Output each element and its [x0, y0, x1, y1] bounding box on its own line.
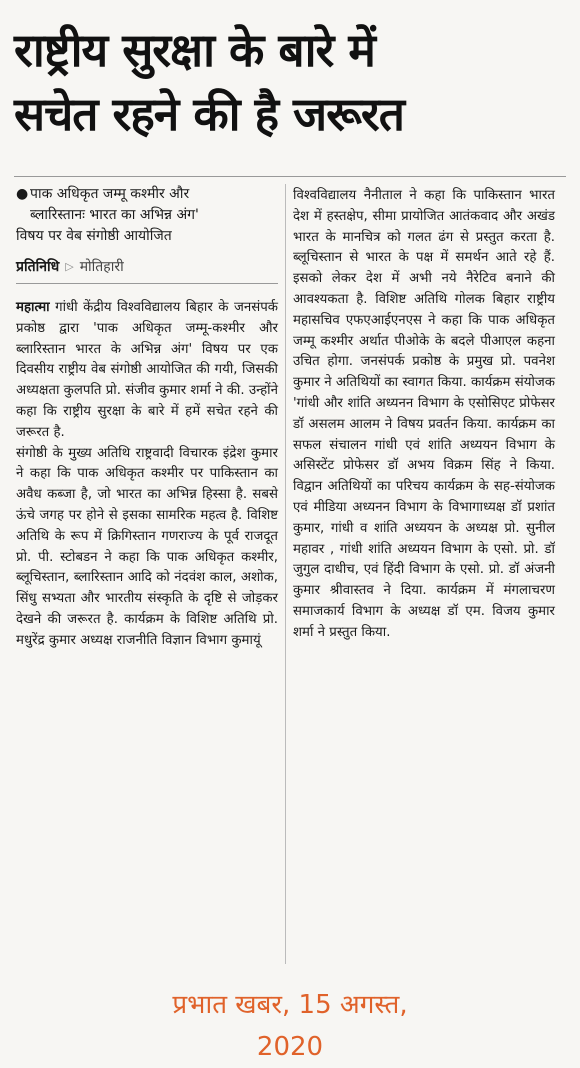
- headline: [14, 18, 566, 146]
- lead-word: महात्मा: [16, 300, 50, 315]
- paragraph-1-text: गांधी केंद्रीय विश्वविद्यालय बिहार के जनसंपर्क प्रकोष्ठ द्वारा 'पाक अधिकृत जम्मू-कश्मीर और ब्लारिस्तान भारत के अभिन्न अंग' विषय पर एक दिवसीय राष्ट्रीय वेब संगोष्ठी आयोजित की गयी, जिसकी अध्यक्षता कुलपति प्रो. संजीव कुमार शर्मा ने की. उन्होंने कहा कि राष्ट्रीय सुरक्षा के बारे में हमें सचेत रहने की जरूरत है.: [16, 300, 278, 440]
- source-caption-line-2: 2020: [256, 1032, 324, 1062]
- byline-name: प्रतिनिधि: [16, 259, 60, 275]
- byline-rule: [16, 283, 278, 284]
- bullet-icon: ●: [16, 186, 29, 202]
- paragraph-3: विश्वविद्यालय नैनीताल ने कहा कि पाकिस्तान भारत देश में हस्तक्षेप, सीमा प्रायोजित आतंकवाद और अखंड भारत के मानचित्र को गलत ढंग से प्रस्तुत करता है. ब्लूचिस्तान से भारत के पक्ष में समर्थन आते रहे हैं. इसको लेकर देश में अभी नये नैरेटिव बनाने की आवश्यकता है. विशिष्ट अतिथि गोलक बिहार राष्ट्रीय महासचिव एफएआईएनएस ने कहा कि पाक अधिकृत जम्मू कश्मीर अर्थात पीओके के बदले पीआएल कहना उचित होगा. जनसंपर्क प्रकोष्ठ के प्रमुख प्रो. पवनेश कुमार ने अतिथियों का स्वागत किया. कार्यक्रम संयोजक 'गांधी और शांति अध्यनन विभाग के एसोसिएट प्रोफेसर डॉ असलम आलम ने विषय प्रवर्तन किया. कार्यक्रम का सफल संचालन गांधी एवं शांति अध्ययन विभाग के असिस्टेंट प्रोफेसर डॉ अभय विक्रम सिंह ने किया. विद्वान अतिथियों का परिचय कार्यक्रम के सह-संयोजक एवं मीडिया अध्यनन विभाग के विभागाध्यक्ष डॉ प्रशांत कुमार, गांधी व शांति अध्ययन के अध्यक्ष प्रो. सुनील महावर , गांधी शांति अध्ययन विभाग के एसो. प्रो. डॉ जुगुल दाधीच, एवं हिंदी विभाग के एसो. प्रो. डॉ अंजनी कुमार श्रीवास्तव ने दिया. कार्यक्रम में मंगलाचरण समाजकार्य विभाग के अध्यक्ष डॉ एम. विजय कुमार शर्मा ने प्रस्तुत किया.: [293, 188, 555, 640]
- deck-line-2: ब्लारिस्तानः भारत का अभिन्न अंग': [30, 207, 199, 223]
- triangle-right-icon: ▷: [65, 260, 74, 273]
- article-body-right: [293, 186, 555, 644]
- deck-line-1: पाक अधिकृत जम्मू कश्मीर और: [30, 186, 190, 202]
- headline-line-2: सचेत रहने की है जरूरत: [14, 87, 404, 141]
- deck: [16, 184, 278, 247]
- source-caption-line-1: प्रभात खबर, 15 अगस्त,: [172, 990, 408, 1020]
- column-divider: [285, 184, 286, 964]
- left-column: [16, 184, 278, 652]
- article-body-left: [16, 298, 278, 652]
- paragraph-2: संगोष्ठी के मुख्य अतिथि राष्ट्रवादी विचारक इंद्रेश कुमार ने कहा कि पाक अधिकृत कश्मीर पर पाकिस्तान का अवैध कब्जा है, जो भारत का अभिन्न हिस्सा है. सबसे ऊंचे जगह पर होने से इसका सामरिक महत्व है. विशिष्ट अतिथि के रूप में क्रिगिस्तान गणराज्य के पूर्व राजदूत प्रो. पी. स्टोबडन ने कहा कि पाक अधिकृत कश्मीर, ब्लूचिस्तान, ब्लारिस्तान आदि को नंदवंश काल, अशोक, सिंधु सभ्यता और भारतीय संस्कृति के दृष्टि से जोड़कर देखने की जरूरत है. कार्यक्रम के विशिष्ट अतिथि प्रो. मधुरेंद्र कुमार अध्यक्ष राजनीति विज्ञान विभाग कुमायूं: [16, 445, 278, 648]
- deck-line-3: विषय पर वेब संगोष्ठी आयोजित: [16, 228, 172, 244]
- headline-line-1: राष्ट्रीय सुरक्षा के बारे में: [14, 23, 375, 77]
- source-caption: [40, 984, 540, 1068]
- paragraph-1: [16, 298, 278, 444]
- headline-rule: [14, 176, 566, 177]
- byline: [16, 257, 278, 277]
- byline-place: मोतिहारी: [79, 259, 124, 275]
